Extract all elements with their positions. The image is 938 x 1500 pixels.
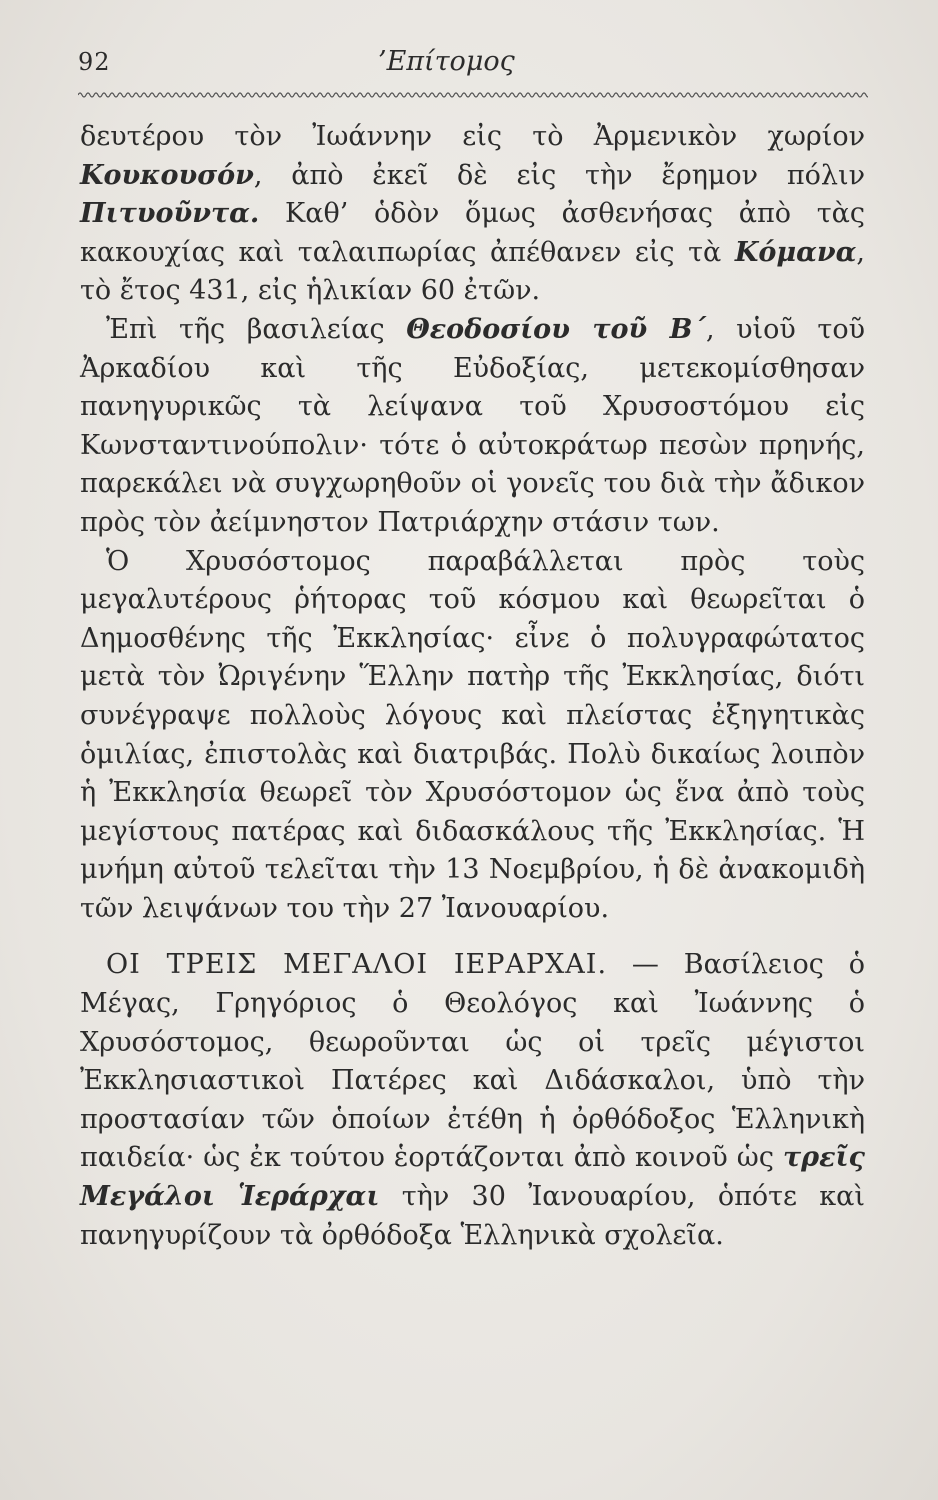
emphasis-text: Κουκουσόν: [80, 159, 254, 191]
text-run: , υἱοῦ τοῦ Ἀρκαδίου καὶ τῆς Εὐδοξίας, μετεκομίσθησαν πανηγυρικῶς τὰ λείψανα τοῦ Χρυσοστόμου εἰς Κωνσταντινούπολιν· τότε ὁ αὐτοκράτωρ πεσὼν πρηνής, παρεκάλει νὰ συγχωρηθοῦν οἱ γονεῖς του διὰ τὴν ἄδικον πρὸς τὸν ἀείμνηστον Πατριάρχην στάσιν των.: [80, 313, 865, 538]
emphasis-text: τρεῖς Μεγάλοι Ἱεράρχαι: [80, 1142, 865, 1213]
emphasis-text: Κόμανα: [734, 236, 857, 268]
section-heading: ΟΙ ΤΡΕΙΣ ΜΕΓΑΛΟΙ ΙΕΡΑΡΧΑΙ.: [106, 949, 608, 981]
text-run: Καθ’ ὁδὸν ὅμως ἀσθενήσας ἀπὸ τὰς κακουχίας καὶ ταλαιπωρίας ἀπέθανεν εἰς τὰ: [80, 198, 865, 268]
paragraph: [80, 311, 865, 543]
text-run: τὴν 30 Ἰανουαρίου, ὁπότε καὶ πανηγυρίζουν τὰ ὀρθόδοξα Ἑλληνικὰ σχολεῖα.: [80, 1181, 865, 1251]
page-number: 92: [78, 48, 111, 76]
wavy-header-rule: [78, 90, 868, 100]
paragraph: [80, 118, 865, 311]
text-run: , ἀπὸ ἐκεῖ δὲ εἰς τὴν ἔρημον πόλιν: [253, 159, 865, 191]
text-run: Ὁ Χρυσόστομος παραβάλλεται πρὸς τοὺς μεγαλυτέρους ῥήτορας τοῦ κόσμου καὶ θεωρεῖται ὁ Δημοσθένης τῆς Ἐκκλησίας· εἶνε ὁ πολυγραφώτατος μετὰ τὸν Ὠριγένην Ἕλλην πατὴρ τῆς Ἐκκλησίας, διότι συνέγραψε πολλοὺς λόγους καὶ πλείστας ἐξηγητικὰς ὁμιλίας, ἐπιστολὰς καὶ διατριβάς. Πολὺ δικαίως λοιπὸν ἡ Ἐκκλησία θεωρεῖ τὸν Χρυσόστομον ὡς ἕνα ἀπὸ τοὺς μεγίστους πατέρας καὶ διδασκάλους τῆς Ἐκκλησίας. Ἡ μνήμη αὐτοῦ τελεῖται τὴν 13 Νοεμβρίου, ἡ δὲ ἀνακομιδὴ τῶν λειψάνων του τὴν 27 Ἰανουαρίου.: [80, 545, 865, 924]
page-header: [78, 48, 868, 88]
text-run: — Βασίλειος ὁ Μέγας, Γρηγόριος ὁ Θεολόγος καὶ Ἰωάννης ὁ Χρυσόστομος, θεωροῦνται ὡς οἱ τρεῖς μέγιστοι Ἐκκλησιαστικοὶ Πατέρες καὶ Διδάσκαλοι, ὑπὸ τὴν προστασίαν τῶν ὁποίων ἐτέθη ἡ ὀρθόδοξος Ἑλληνικὴ παιδεία· ὡς ἐκ τούτου ἑορτάζονται ἀπὸ κοινοῦ ὡς: [80, 949, 865, 1174]
paragraph: [80, 543, 865, 929]
text-run: , τὸ ἔτος 431, εἰς ἡλικίαν 60 ἐτῶν.: [80, 236, 865, 307]
emphasis-text: Θεοδοσίου τοῦ Β´: [406, 313, 706, 345]
body-text: [80, 118, 865, 1255]
emphasis-text: Πιτυοῦντα.: [80, 198, 260, 230]
running-title: ’Επίτομος: [378, 46, 515, 77]
text-run: δευτέρου τὸν Ἰωάννην εἰς τὸ Ἀρμενικὸν χωρίον: [80, 121, 865, 152]
paragraph: [80, 946, 865, 1255]
text-run: Ἐπὶ τῆς βασιλείας: [106, 313, 407, 345]
